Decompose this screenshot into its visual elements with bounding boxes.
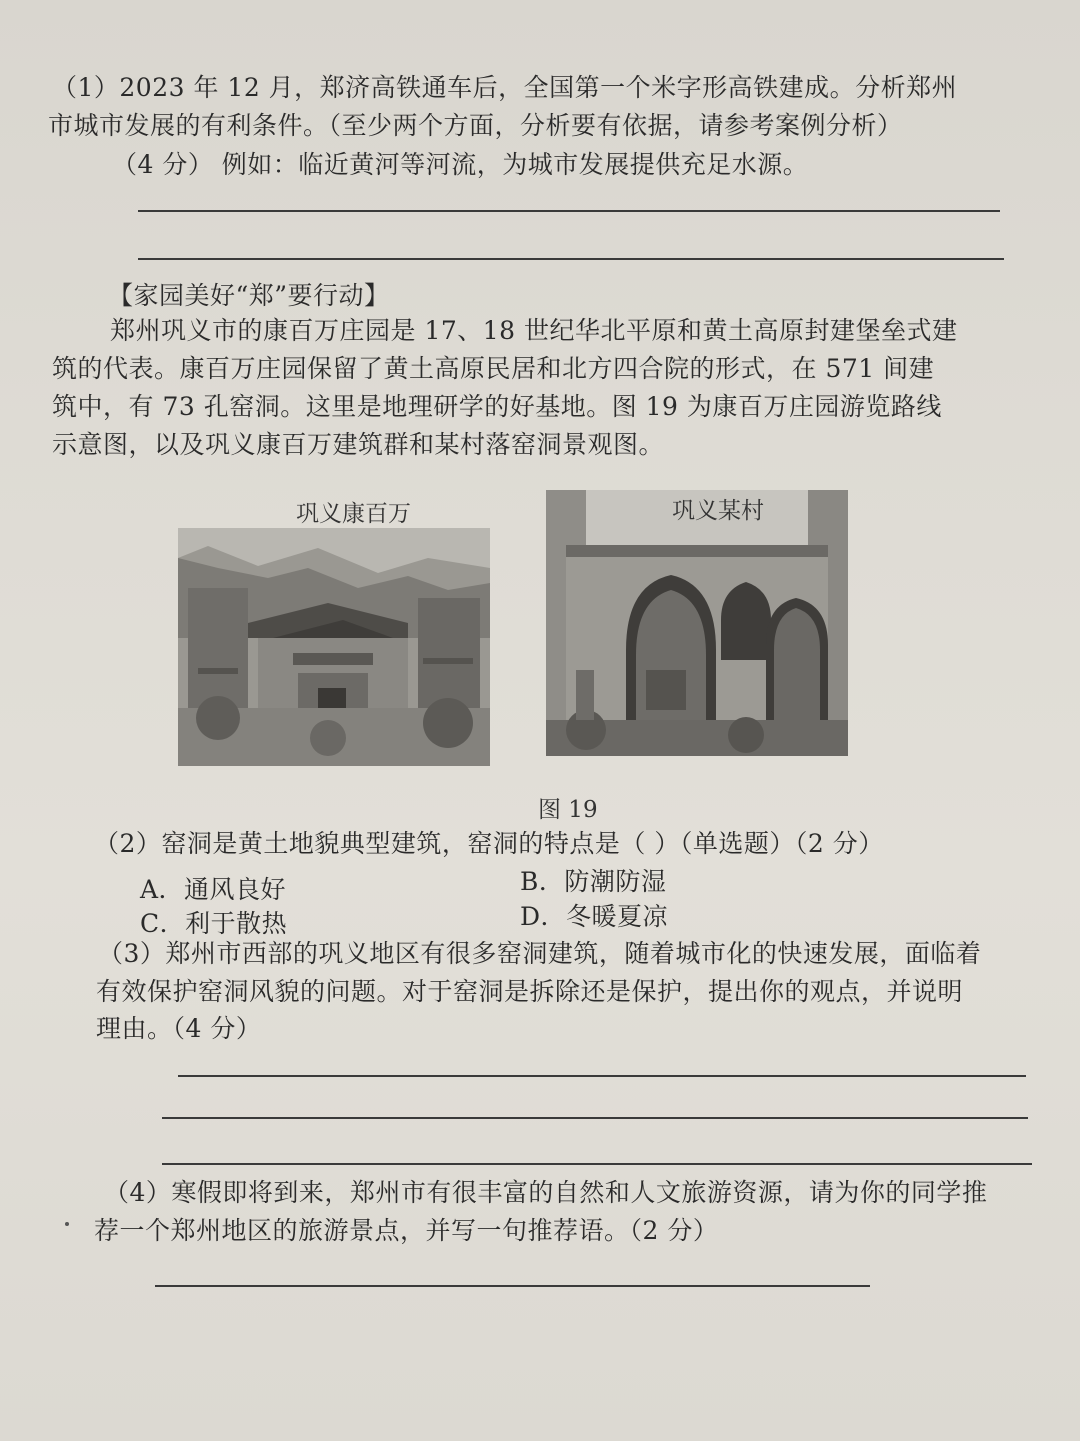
q2-option-c[interactable]: C．利于散热 — [140, 909, 288, 938]
section-para-line-1: 郑州巩义市的康百万庄园是 17、18 世纪华北平原和黄土高原封建堡垒式建 — [110, 316, 958, 345]
right-photo-caption: 巩义某村 — [672, 498, 764, 524]
q3-line-1: （3）郑州市西部的巩义地区有很多窑洞建筑，随着城市化的快速发展，面临着 — [98, 939, 982, 968]
q1-line-3: （4 分） 例如：临近黄河等河流，为城市发展提供充足水源。 — [112, 150, 809, 179]
kangbaiwan-architecture-photo — [178, 528, 490, 766]
section-para-line-4: 示意图，以及巩义康百万建筑群和某村落窑洞景观图。 — [52, 430, 665, 459]
section-title: 【家园美好“郑”要行动】 — [108, 281, 390, 310]
q3-answer-line-1[interactable] — [178, 1075, 1026, 1077]
q4-answer-line[interactable] — [155, 1285, 870, 1287]
q3-line-2: 有效保护窑洞风貌的问题。对于窑洞是拆除还是保护，提出你的观点，并说明 — [96, 977, 964, 1006]
q3-answer-line-2[interactable] — [162, 1117, 1028, 1119]
q4-line-2: 荐一个郑州地区的旅游景点，并写一句推荐语。（2 分） — [94, 1216, 719, 1245]
q1-answer-line-1[interactable] — [138, 210, 1000, 212]
section-para-line-3: 筑中，有 73 孔窑洞。这里是地理研学的好基地。图 19 为康百万庄园游览路线 — [52, 392, 942, 421]
q1-line-1: （1）2023 年 12 月，郑济高铁通车后，全国第一个米字形高铁建成。分析郑州 — [52, 73, 958, 102]
q3-line-3: 理由。（4 分） — [96, 1014, 262, 1043]
q2-option-b[interactable]: B．防潮防湿 — [520, 867, 667, 896]
q1-answer-line-2[interactable] — [138, 258, 1004, 260]
q4-line-1: （4）寒假即将到来，郑州市有很丰富的自然和人文旅游资源，请为你的同学推 — [104, 1178, 988, 1207]
figure-label: 图 19 — [538, 797, 598, 823]
margin-dot — [65, 1222, 69, 1226]
q2-stem: （2）窑洞是黄土地貌典型建筑，窑洞的特点是（ ）（单选题）（2 分） — [94, 829, 884, 858]
q3-answer-line-3[interactable] — [162, 1163, 1032, 1165]
q2-option-a[interactable]: A．通风良好 — [140, 875, 287, 904]
q1-line-2: 市城市发展的有利条件。（至少两个方面，分析要有依据，请参考案例分析） — [48, 111, 903, 140]
q2-option-d[interactable]: D．冬暖夏凉 — [520, 902, 669, 931]
village-cave-dwelling-photo — [546, 490, 848, 756]
section-para-line-2: 筑的代表。康百万庄园保留了黄土高原民居和北方四合院的形式，在 571 间建 — [52, 354, 935, 383]
left-photo-caption: 巩义康百万 — [296, 501, 411, 527]
